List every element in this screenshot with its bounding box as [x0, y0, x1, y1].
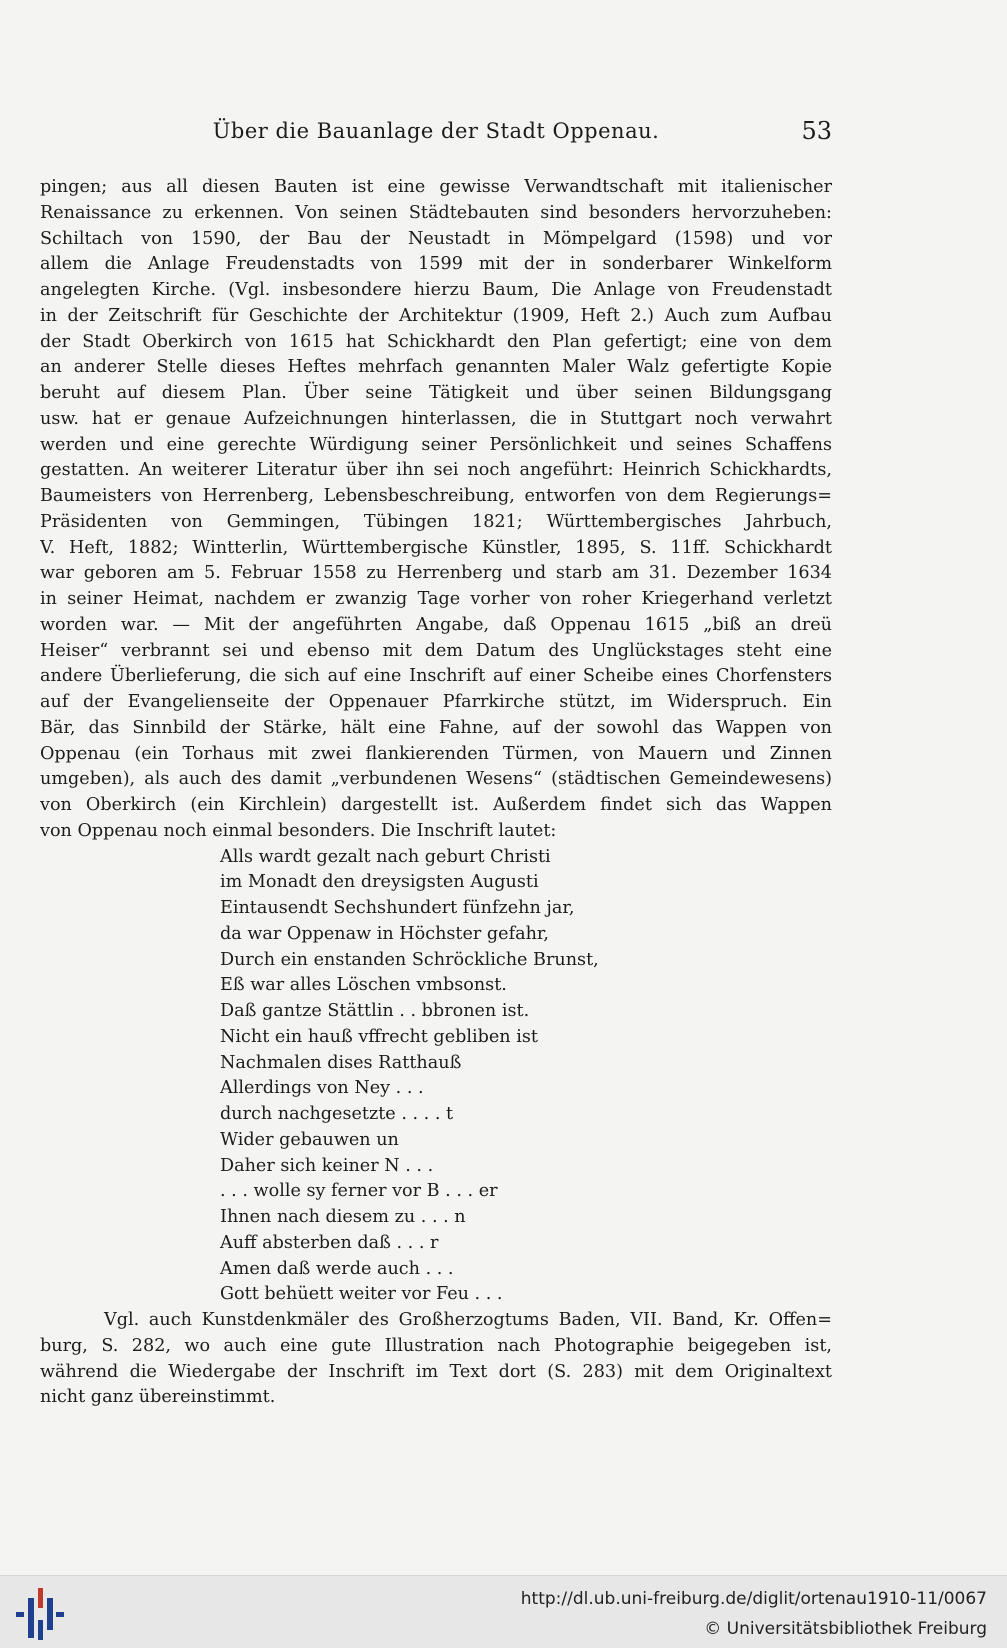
text-line: gestatten. An weiterer Literatur über ihn sei noch angeführt: Heinrich Schickhardts, [40, 460, 832, 481]
text-line: Baumeisters von Herrenberg, Lebensbeschreibung, entworfen von dem Regierungs= [40, 486, 832, 506]
verse-line: . . . wolle sy ferner vor B . . . er [220, 1181, 498, 1202]
verse-line: Durch ein enstanden Schröckliche Brunst, [220, 949, 599, 970]
paragraph-2 [40, 1308, 832, 1411]
inscription-verse [220, 845, 832, 1309]
verse-line: Gott behüett weiter vor Feu . . . [220, 1284, 503, 1305]
verse-line: Eß war alles Löschen vmbsonst. [220, 975, 507, 996]
text-line: Präsidenten von Gemmingen, Tübingen 1821; Württembergisches Jahrbuch, [40, 511, 832, 532]
verse-line: Amen daß werde auch . . . [220, 1258, 454, 1279]
running-head [40, 117, 832, 147]
verse-line: durch nachgesetzte . . . . t [220, 1104, 454, 1124]
text-line: werden und eine gerechte Würdigung seiner Persönlichkeit und seines Schaffens [40, 434, 832, 455]
text-line: nicht ganz übereinstimmt. [40, 1387, 276, 1408]
text-line: Renaissance zu erkennen. Von seinen Städtebauten sind besonders hervorzuheben: [40, 202, 832, 223]
verse-line: im Monadt den dreysigsten Augusti [220, 872, 539, 893]
text-line: andere Überlieferung, die sich auf eine Inschrift auf einer Scheibe eines Chorfensters [40, 666, 832, 687]
verse-line: Daß gantze Stättlin . . bbronen ist. [220, 1001, 530, 1021]
text-line: von Oberkirch (ein Kirchlein) dargestellt ist. Außerdem findet sich das Wappen [40, 795, 832, 815]
text-line: der Stadt Oberkirch von 1615 hat Schickhardt den Plan gefertigt; eine von dem [40, 331, 832, 352]
verse-line: da war Oppenaw in Höchster gefahr, [220, 923, 549, 944]
verse-line: Ihnen nach diesem zu . . . n [220, 1207, 466, 1227]
verse-line: Allerdings von Ney . . . [220, 1078, 424, 1099]
footer-copyright: © Universitätsbibliothek Freiburg [704, 1619, 987, 1639]
verse-line: Nicht ein hauß vffrecht gebliben ist [220, 1026, 538, 1047]
text-line: beruht auf diesem Plan. Über seine Tätigkeit und über seinen Bildungsgang [40, 383, 832, 403]
text-block [40, 175, 832, 1411]
ub-freiburg-logo-icon [14, 1586, 66, 1642]
text-line: während die Wiedergabe der Inschrift im Text dort (S. 283) mit dem Originaltext [40, 1361, 832, 1382]
text-line: auf der Evangelienseite der Oppenauer Pfarrkirche stützt, im Widerspruch. Ein [40, 692, 832, 712]
text-line: in seiner Heimat, nachdem er zwanzig Tage vorher von roher Kriegerhand verletzt [40, 589, 832, 609]
verse-line: Alls wardt gezalt nach geburt Christi [220, 846, 551, 867]
text-line: Oppenau (ein Torhaus mit zwei flankierenden Türmen, von Mauern und Zinnen [40, 743, 832, 764]
verse-line: Eintausendt Sechshundert fünfzehn jar, [220, 898, 575, 918]
text-line: umgeben), als auch des damit „verbundenen Wesens“ (städtischen Gemeindewesens) [40, 769, 832, 790]
footer-bar [0, 1575, 1007, 1648]
text-line: worden war. — Mit der angeführten Angabe, daß Oppenau 1615 „biß an dreü [40, 614, 832, 635]
text-line: allem die Anlage Freudenstadts von 1599 mit der in sonderbarer Winkelform [40, 254, 832, 275]
text-line: Bär, das Sinnbild der Stärke, hält eine Fahne, auf der sowohl das Wappen von [40, 717, 832, 738]
text-line: angelegten Kirche. (Vgl. insbesondere hierzu Baum, Die Anlage von Freudenstadt [40, 280, 832, 300]
text-line: Schiltach von 1590, der Bau der Neustadt in Mömpelgard (1598) und vor [40, 228, 832, 249]
text-line: V. Heft, 1882; Wintterlin, Württembergische Künstler, 1895, S. 11ff. Schickhardt [40, 537, 832, 558]
verse-line: Auff absterben daß . . . r [220, 1232, 439, 1253]
page-number: 53 [801, 117, 832, 145]
text-line: in der Zeitschrift für Geschichte der Architektur (1909, Heft 2.) Auch zum Aufbau [40, 305, 832, 326]
text-line: an anderer Stelle dieses Heftes mehrfach genannten Maler Walz gefertigte Kopie [40, 357, 832, 378]
text-line: war geboren am 5. Februar 1558 zu Herrenberg und starb am 31. Dezember 1634 [40, 563, 832, 584]
text-line: Heiser“ verbrannt sei und ebenso mit dem Datum des Unglückstages steht eine [40, 640, 832, 661]
text-line: Vgl. auch Kunstdenkmäler des Großherzogtums Baden, VII. Band, Kr. Offen= [104, 1310, 832, 1330]
verse-line: Nachmalen dises Ratthauß [220, 1052, 462, 1073]
text-line: von Oppenau noch einmal besonders. Die Inschrift lautet: [40, 820, 557, 841]
paragraph-1 [40, 175, 832, 845]
verse-line: Daher sich keiner N . . . [220, 1155, 434, 1176]
running-title: Über die Bauanlage der Stadt Oppenau. [212, 119, 660, 143]
footer-url-link[interactable]: http://dl.ub.uni-freiburg.de/diglit/ortenau1910-11/0067 [520, 1589, 987, 1609]
text-line: pingen; aus all diesen Bauten ist eine gewisse Verwandtschaft mit italienischer [40, 177, 832, 197]
verse-line: Wider gebauwen un [220, 1129, 399, 1150]
text-line: burg, S. 282, wo auch eine gute Illustration nach Photographie beigegeben ist, [40, 1335, 832, 1356]
text-line: usw. hat er genaue Aufzeichnungen hinterlassen, die in Stuttgart noch verwahrt [40, 408, 832, 429]
